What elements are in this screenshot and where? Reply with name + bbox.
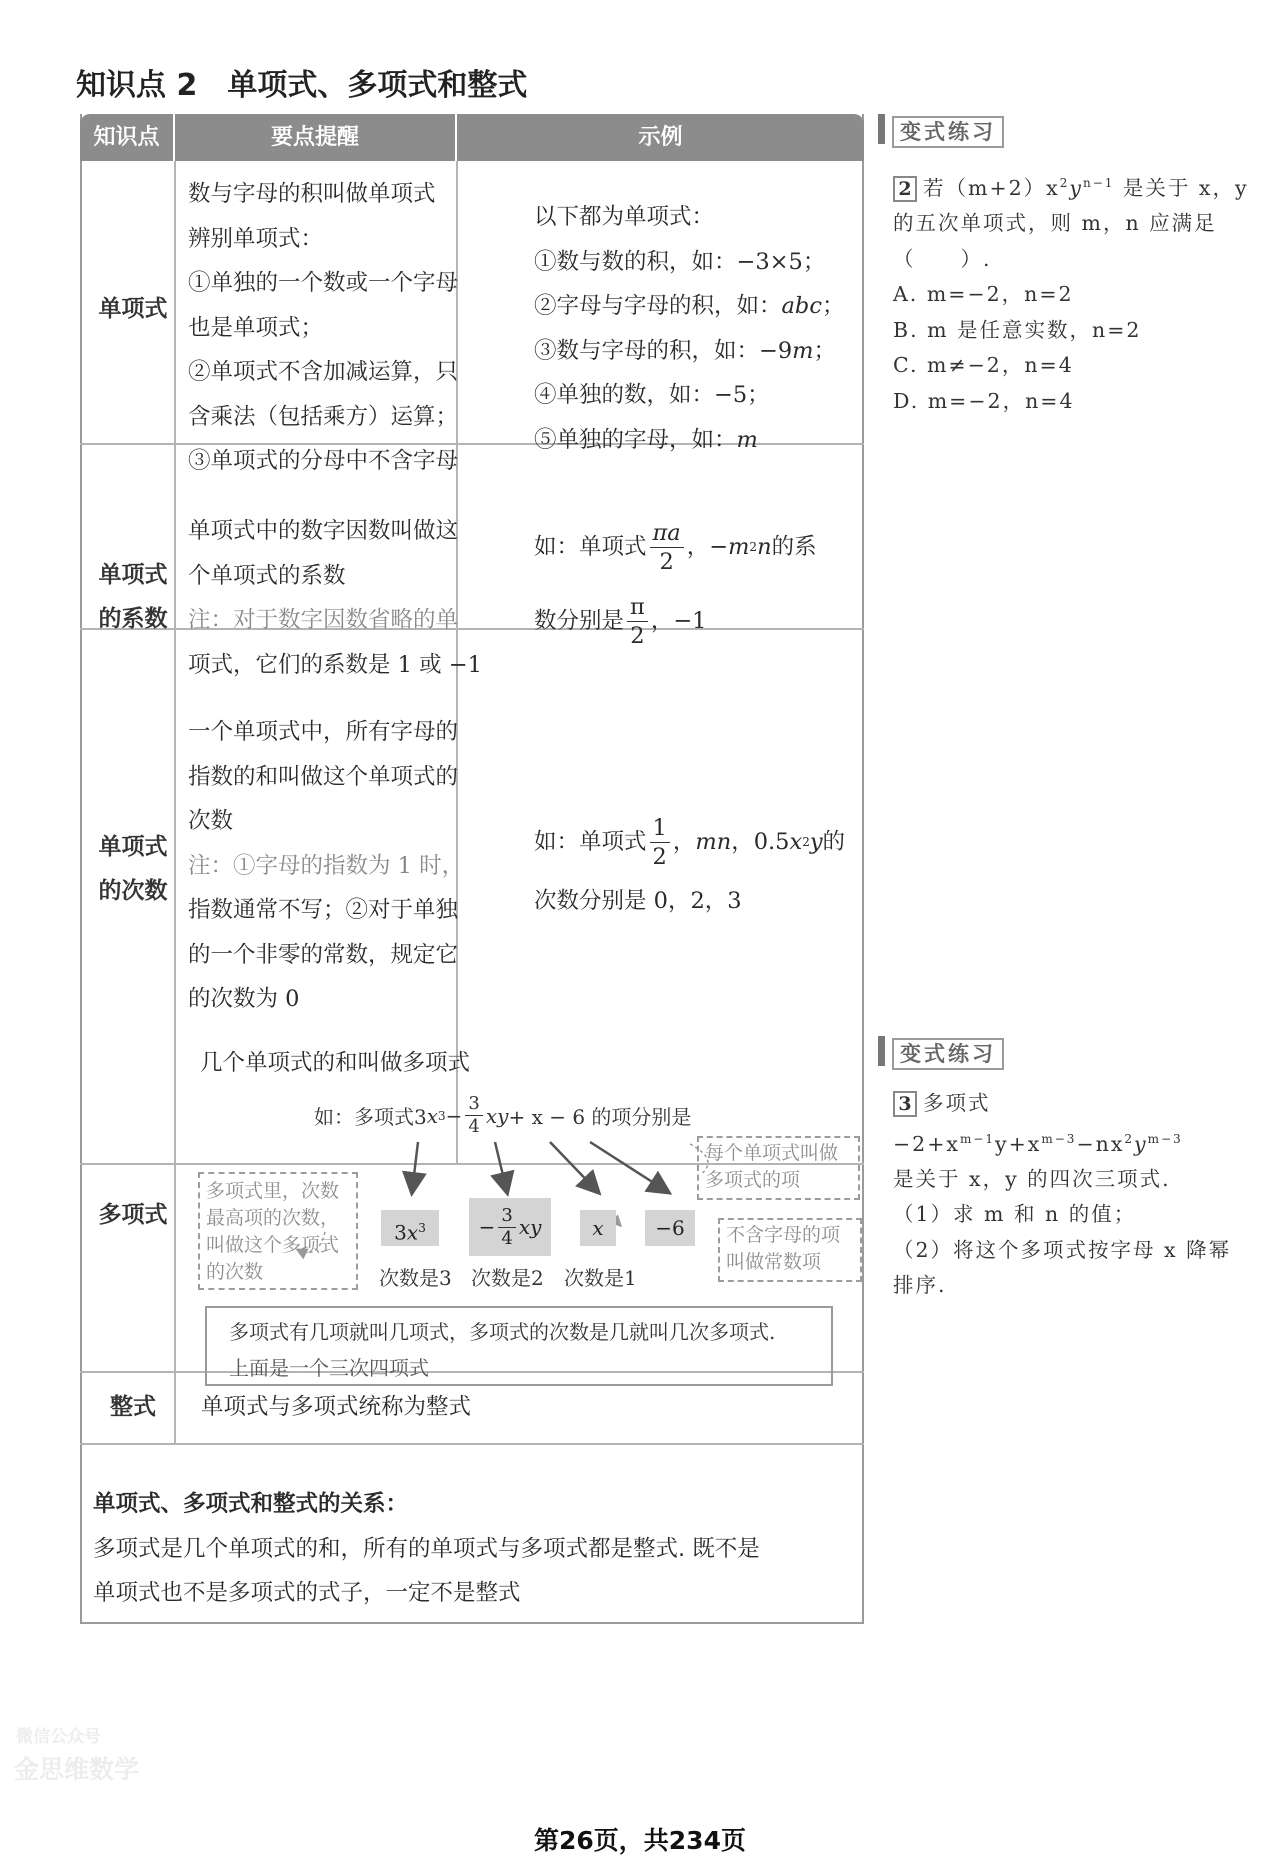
example-text: 的系 <box>771 533 817 560</box>
label-line: 的系数 <box>98 606 168 632</box>
example-text: ， <box>672 828 696 855</box>
header-points: 要点提醒 <box>270 125 359 150</box>
exponent: m−3 <box>1147 1131 1183 1146</box>
exponent: n−1 <box>1082 176 1115 190</box>
note-line: 叫做常数项 <box>726 1251 822 1273</box>
option-d[interactable]: D. m=−2，n=4 <box>893 388 1075 413</box>
example-var: xy <box>485 1103 509 1128</box>
term-box-1 <box>381 1210 439 1246</box>
question-number: 3 <box>893 1091 917 1117</box>
question-text: 若（m+2）x <box>923 175 1060 200</box>
polynomial-summary-box <box>205 1306 833 1386</box>
note-text: 注：对于数字因数省略的单 <box>188 607 459 633</box>
polynomial-definition: 几个单项式的和叫做多项式 <box>200 1050 471 1076</box>
watermark-line-1: 微信公众号 <box>16 1727 101 1747</box>
integral-expression-text: 单项式与多项式统称为整式 <box>201 1394 472 1420</box>
note-line: 的次数为 0 <box>188 986 300 1012</box>
row-divider <box>80 1443 864 1445</box>
fraction <box>498 1205 515 1250</box>
term-box-4: −6 <box>645 1210 695 1246</box>
header-examples: 示例 <box>638 125 683 150</box>
example-var: x <box>789 828 803 855</box>
example-line <box>534 418 844 463</box>
practice-tab-2: 变式练习 <box>892 1038 1004 1070</box>
question-number: 2 <box>893 176 917 202</box>
degree-label-1: 次数是3 <box>379 1266 452 1290</box>
point-line: 指数的和叫做这个单项式的 <box>188 763 459 790</box>
question-text: 多项式−2+x <box>893 1091 991 1156</box>
example-var: n <box>757 533 772 560</box>
denominator: 4 <box>501 1227 513 1249</box>
question-text: −nx <box>1076 1131 1125 1156</box>
header-divider <box>455 114 457 162</box>
question-text: 是关于 x，y <box>1114 175 1249 200</box>
coefficient-points <box>188 509 482 687</box>
question-line: （ ）. <box>893 246 992 271</box>
exponent: 2 <box>749 539 758 554</box>
highest-degree-note <box>198 1172 358 1290</box>
example-var: x <box>426 1103 439 1128</box>
question-line <box>893 1086 1280 1162</box>
degree-examples <box>534 805 845 924</box>
practice-tab-1: 变式练习 <box>892 116 1004 148</box>
term-box-3: x <box>580 1210 616 1246</box>
example-text: 如：单项式 <box>534 533 647 560</box>
practice-question-3 <box>893 1086 1280 1304</box>
example-text: ③数与字母的积，如：−9 <box>534 337 793 364</box>
page-number-footer: 第26页，共234页 <box>534 1826 746 1855</box>
note-line: 每个单项式叫做 <box>705 1142 839 1164</box>
point-line: 次数 <box>188 808 234 834</box>
example-line: ①数与数的积，如：−3×5； <box>534 248 826 275</box>
exponent: 3 <box>438 1108 446 1123</box>
example-text: 数分别是 <box>534 607 625 634</box>
note-line: 项式，它们的系数是 1 或 −1 <box>188 651 482 678</box>
example-text: ，0.5 <box>731 828 790 855</box>
arrow <box>550 1142 598 1192</box>
summary-line: 多项式有几项就叫几项式，多项式的次数是几就叫几次多项式. <box>229 1320 776 1344</box>
term-text: − <box>478 1215 496 1239</box>
example-text: 的 <box>822 828 846 855</box>
example-text: − <box>445 1103 463 1128</box>
term-var: x <box>406 1220 419 1245</box>
point-line: 辨别单项式： <box>188 225 324 252</box>
row-label-coefficient <box>78 553 188 641</box>
example-tail: ； <box>813 337 837 364</box>
example-var: m <box>736 426 758 453</box>
constant-term-note <box>718 1218 862 1282</box>
numerator: πa <box>650 519 684 548</box>
numerator: π <box>627 593 648 622</box>
denominator: 2 <box>630 622 645 649</box>
fraction <box>650 519 684 576</box>
note-line: 最高项的次数， <box>206 1207 340 1229</box>
degree-label-3: 次数是1 <box>564 1266 637 1290</box>
denominator: 4 <box>468 1116 480 1137</box>
point-line: 一个单项式中，所有字母的 <box>188 719 459 745</box>
note-line: 注：①字母的指数为 1 时， <box>188 852 465 879</box>
term-box-2 <box>469 1198 551 1256</box>
note-line: 不含字母的项 <box>726 1224 841 1246</box>
example-tail: ； <box>821 293 845 319</box>
row-label-integral-expression: 整式 <box>110 1394 156 1420</box>
exponent: 2 <box>1059 176 1070 190</box>
option-a[interactable]: A. m=−2，n=2 <box>893 282 1074 307</box>
example-var: m <box>792 337 814 364</box>
denominator: 2 <box>659 548 674 575</box>
note-line: 多项式里，次数 <box>206 1180 340 1202</box>
relation-line: 单项式也不是多项式的式子，一定不是整式 <box>93 1580 521 1606</box>
example-text: 如：单项式 <box>534 828 647 855</box>
point-line: 数与字母的积叫做单项式 <box>188 181 436 207</box>
denominator: 2 <box>652 843 667 870</box>
practice-tab-marker <box>878 1036 885 1066</box>
term-var: xy <box>518 1215 542 1239</box>
example-text: 如：多项式3 <box>314 1105 427 1129</box>
example-line: 次数分别是 0，2，3 <box>534 888 742 914</box>
arrow <box>412 1142 418 1192</box>
example-var: y <box>809 828 823 855</box>
example-line <box>534 284 844 329</box>
note-line: 的一个非零的常数，规定它 <box>188 941 459 968</box>
practice-tab-marker <box>878 114 885 144</box>
monomial-points <box>188 172 458 484</box>
degree-points <box>188 710 464 1022</box>
question-var: y <box>1069 175 1083 200</box>
practice-question-2 <box>893 166 1249 419</box>
watermark-line-2: 金思维数学 <box>14 1755 140 1784</box>
option-c[interactable]: C. m≠−2，n=4 <box>893 353 1074 378</box>
row-label-monomial: 单项式 <box>98 296 168 322</box>
coefficient-examples <box>534 510 817 658</box>
example-text: ，−1 <box>650 607 707 634</box>
relation-title: 单项式、多项式和整式的关系： <box>93 1491 409 1517</box>
exponent: m−3 <box>1041 1131 1077 1146</box>
example-line <box>534 584 817 658</box>
point-line: 也是单项式； <box>188 314 324 341</box>
example-line <box>534 805 845 879</box>
monomial-examples <box>534 195 844 462</box>
question-line: 是关于 x，y 的四次三项式. <box>893 1166 1171 1191</box>
example-var: mn <box>695 828 732 855</box>
note-line <box>188 598 482 643</box>
row-label-degree <box>78 825 188 913</box>
note-line: 叫做这个多项式 <box>206 1234 340 1256</box>
note-line: 指数通常不写；②对于单独 <box>188 897 459 923</box>
section-title: 知识点 2 单项式、多项式和整式 <box>76 68 528 103</box>
example-line <box>534 329 844 374</box>
point-line: ②单项式不含加减运算，只 <box>188 359 459 385</box>
numerator: 3 <box>498 1205 515 1228</box>
row-label-polynomial: 多项式 <box>98 1202 168 1228</box>
exponent: 3 <box>418 1221 426 1235</box>
option-b[interactable]: B. m 是任意实数，n=2 <box>893 317 1142 342</box>
exponent: m−1 <box>959 1131 996 1146</box>
degree-label-2: 次数是2 <box>471 1266 544 1290</box>
arrow <box>590 1142 668 1192</box>
point-line: ③单项式的分母中不含字母 <box>188 448 459 474</box>
label-line: 单项式 <box>98 834 168 860</box>
example-line <box>534 510 817 584</box>
question-text: y+x <box>995 1131 1042 1156</box>
label-line: 单项式 <box>98 562 168 588</box>
header-divider <box>173 114 175 162</box>
relation-block <box>93 1482 760 1616</box>
column-divider <box>174 161 176 1444</box>
example-text: ，− <box>686 533 729 560</box>
table-header <box>80 114 864 161</box>
question-part-2: （2）将这个多项式按字母 x 降幂 <box>893 1237 1232 1262</box>
numerator: 3 <box>465 1093 482 1116</box>
term-text: 3 <box>394 1220 407 1245</box>
point-line: ①单独的一个数或一个字母 <box>188 270 459 296</box>
fraction <box>650 814 670 871</box>
fraction <box>627 593 648 650</box>
relation-line: 多项式是几个单项式的和，所有的单项式与多项式都是整式. 既不是 <box>93 1535 760 1562</box>
example-line: 以下都为单项式： <box>534 204 715 230</box>
example-text: + x − 6 的项分别是 <box>508 1105 692 1129</box>
exponent: 2 <box>802 834 810 849</box>
summary-line: 上面是一个三次四项式 <box>229 1356 429 1380</box>
term-definition-note <box>697 1136 860 1200</box>
point-line: 个单项式的系数 <box>188 562 346 589</box>
example-line: ④单独的数，如：−5； <box>534 382 770 408</box>
note-line: 多项式的项 <box>705 1169 801 1191</box>
question-line: 的五次单项式，则 m，n 应满足 <box>893 211 1217 236</box>
example-var: abc <box>781 293 822 319</box>
question-part-2-cont: 排序. <box>893 1273 947 1298</box>
example-text: ②字母与字母的积，如： <box>534 293 782 319</box>
question-part-1: （1）求 m 和 n 的值； <box>893 1202 1137 1227</box>
question-var: y <box>1134 1131 1148 1156</box>
point-line: 单项式中的数字因数叫做这 <box>188 518 459 544</box>
point-line: 含乘法（包括乘方）运算； <box>188 403 459 430</box>
header-knowledge: 知识点 <box>93 125 160 150</box>
exponent: 2 <box>1124 1131 1135 1146</box>
question-line <box>893 166 1249 206</box>
numerator: 1 <box>650 814 670 843</box>
example-var: m <box>728 533 750 560</box>
arrow <box>495 1142 507 1192</box>
example-text: ⑤单独的字母，如： <box>534 426 737 453</box>
label-line: 的次数 <box>98 878 168 904</box>
note-line: 的次数 <box>206 1261 264 1283</box>
